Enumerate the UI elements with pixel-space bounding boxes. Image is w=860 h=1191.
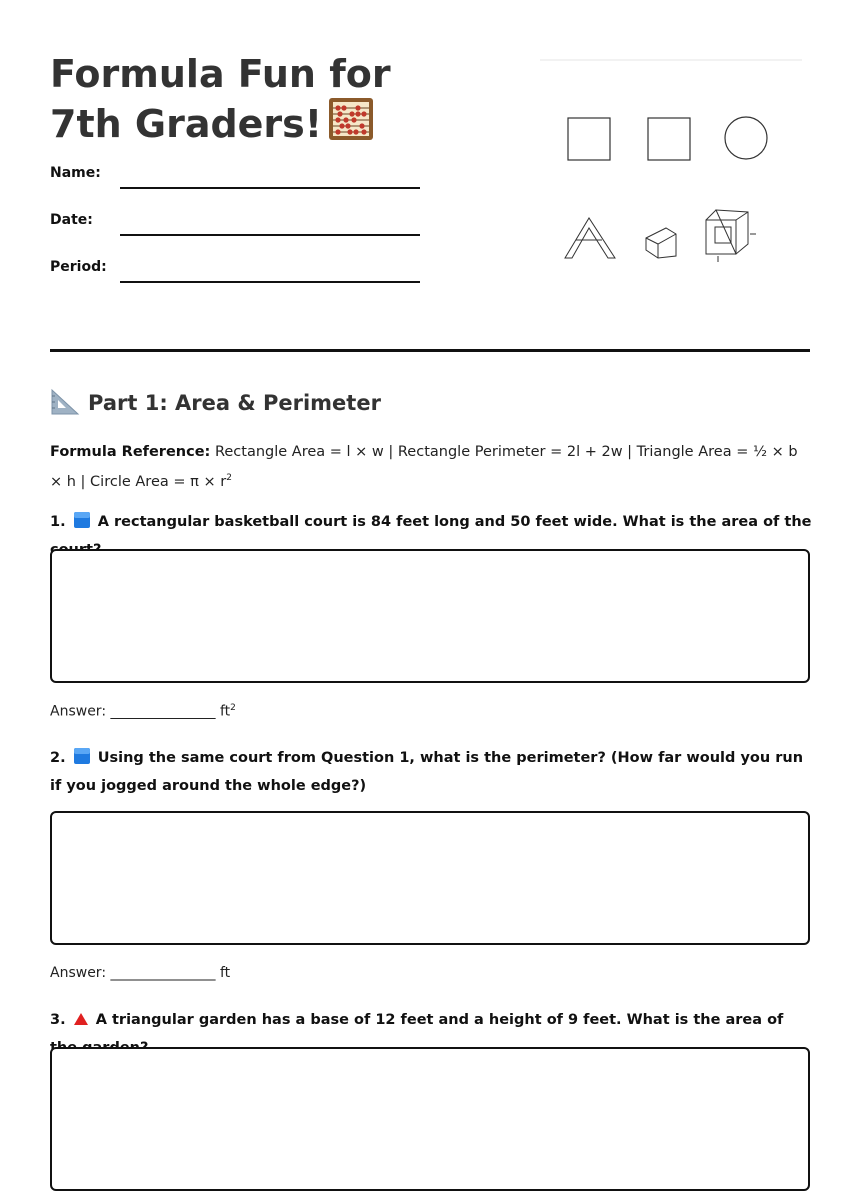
question-2-number: 2. [50,750,66,766]
formula-reference-text: Rectangle Area = l × w | Rectangle Perimeter = 2l + 2w | Triangle Area = ½ × b × h | Circle Area = π × r [50,444,798,490]
name-line[interactable] [120,187,420,189]
formula-reference [50,439,810,495]
answer-blank-1[interactable]: _______________ [110,703,216,720]
blue-square-icon [73,747,91,774]
question-2 [50,746,815,799]
answer-work-box-1[interactable] [50,549,810,683]
answer-work-box-2[interactable] [50,811,810,945]
answer-label-2: Answer: [50,965,107,981]
question-1-number: 1. [50,514,66,530]
question-2-text: Using the same court from Question 1, what is the perimeter? (How far would you run if you jogged around the whole edge?) [50,750,804,794]
question-3-text: A triangular garden has a base of 12 feet and a height of 9 feet. What is the area of [95,1012,784,1028]
answer-line-1 [50,703,236,720]
date-line[interactable] [120,234,420,236]
name-label: Name: [50,165,101,181]
answer-unit-exponent-1: 2 [230,703,236,713]
answer-blank-2[interactable]: _______________ [110,965,216,981]
answer-work-box-3[interactable] [50,1047,810,1191]
triangular-ruler-icon [50,388,80,421]
red-triangle-icon [73,1011,89,1036]
question-1-text: A rectangular basketball court is 84 feet long and 50 feet wide. What is the area of the [97,514,812,530]
date-label: Date: [50,212,93,228]
period-line[interactable] [120,281,420,283]
answer-line-2 [50,965,230,981]
period-field[interactable] [50,259,420,283]
section-heading [50,388,381,421]
header-divider [50,349,810,352]
geometry-shapes-image [540,52,810,282]
blue-square-icon [73,511,91,538]
period-label: Period: [50,259,107,275]
formula-reference-label: Formula Reference: [50,444,211,460]
answer-unit-2: ft [219,965,231,981]
date-field[interactable] [50,212,420,236]
section-title: Part 1: Area & Perimeter [88,391,381,415]
question-3-number: 3. [50,1012,66,1028]
worksheet-title [50,52,470,151]
name-field[interactable] [50,165,420,189]
answer-label-1: Answer: [50,703,107,720]
abacus-icon [328,97,374,151]
formula-exponent: 2 [226,473,232,483]
worksheet-title-text: Formula Fun for 7th Graders! [50,52,391,146]
answer-unit-1: ft [219,703,231,720]
